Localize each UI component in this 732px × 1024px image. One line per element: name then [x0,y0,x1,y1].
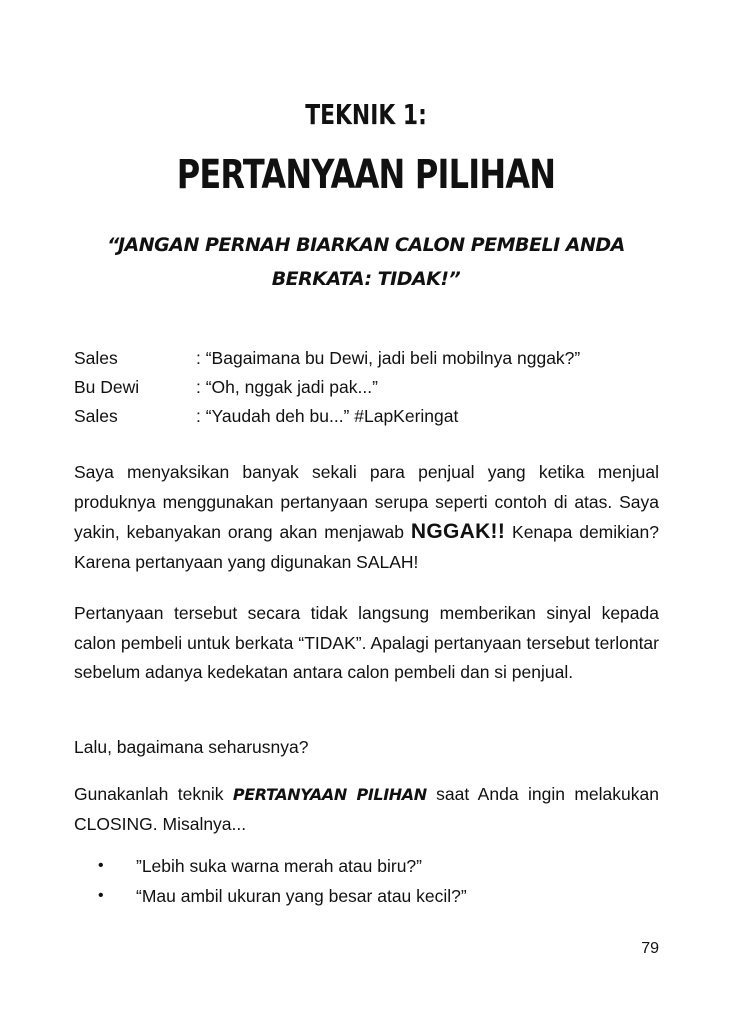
paragraph-1-emphasis: NGGAK!! [410,520,506,543]
dialog-row [74,402,674,431]
dialog-speaker: Bu Dewi [74,377,140,397]
dialog-line: : “Oh, nggak jadi pak...” [196,377,378,397]
dialog-row [74,373,674,402]
list-item [98,881,658,911]
list-item [98,851,658,881]
paragraph-2: Pertanyaan tersebut secara tidak langsung memberikan sinyal kepada calon pembeli untuk berkata “TIDAK”. Apalagi pertanyaan tersebut terlontar sebelum adanya kedekatan antara calon pembeli dan si penjual. [74,603,659,682]
dialog-speaker: Sales [74,406,118,426]
list-item-text: “Mau ambil ukuran yang besar atau kecil?” [136,886,467,906]
dialog-line: : “Bagaimana bu Dewi, jadi beli mobilnya nggak?” [196,348,581,368]
dialog-speaker: Sales [74,348,118,368]
paragraph-1-text-end: Kenapa demikian? Karena pertanyaan yang digunakan SALAH! [74,522,659,572]
paragraph-4-emphasis: PERTANYAAN PILIHAN [232,785,427,804]
page-number: 79 [641,940,659,957]
chapter-title: PERTANYAAN PILIHAN [176,152,556,198]
paragraph-1-text: Saya menyaksikan banyak sekali para penjual yang ketika menjual produknya menggunakan pertanyaan serupa seperti contoh di atas. Saya yakin, kebanyakan orang akan menjawab [74,462,659,542]
sales-dialog [74,344,674,431]
paragraph-4-text: Gunakanlah teknik [74,784,233,804]
list-item-text: ”Lebih suka warna merah atau biru?” [136,856,422,876]
paragraph-1 [74,458,659,577]
dialog-line: : “Yaudah deh bu...” #LapKeringat [196,406,459,426]
chapter-quote [60,228,672,296]
quote-line-1: “JANGAN PERNAH BIARKAN CALON PEMBELI ANDA [107,234,625,256]
quote-line-2: BERKATA: TIDAK!” [271,268,461,290]
paragraph-4 [74,780,659,839]
example-list [98,851,658,911]
paragraph-3: Lalu, bagaimana seharusnya? [74,737,309,757]
paragraph-4-text-end: saat Anda ingin melakukan CLOSING. Misalnya... [74,784,659,834]
bullet-marker: • [98,857,104,874]
chapter-label: TEKNIK 1: [305,98,427,131]
bullet-marker: • [98,887,104,904]
dialog-row [74,344,674,373]
